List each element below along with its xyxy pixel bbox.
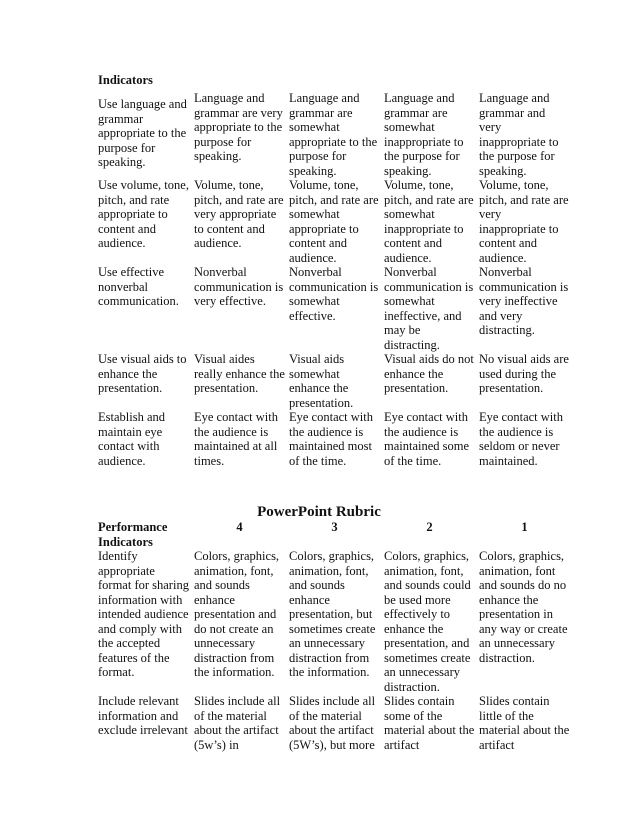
level-1-header: 1: [521, 520, 528, 534]
level-4-header: 4: [236, 520, 243, 534]
level-1-cell: Slides contain little of the material about the artifact: [479, 694, 570, 752]
level-4-cell: Volume, tone, pitch, and rate are very appropriate to content and audience.: [194, 178, 284, 250]
level-4-cell: Visual aides really enhance the presentation.: [194, 352, 285, 395]
table-row: [96, 694, 572, 752]
level-3-header: 3: [331, 520, 338, 534]
table-row: [96, 265, 572, 352]
indicator-cell: Establish and maintain eye contact with audience.: [98, 410, 166, 468]
indicator-cell: Use volume, tone, pitch, and rate appropriate to content and audience.: [98, 178, 189, 250]
level-1-cell: Language and grammar and very inappropriate to the purpose for speaking.: [479, 91, 559, 178]
level-2-cell: Volume, tone, pitch, and rate are somewhat inappropriate to content and audience.: [384, 178, 474, 265]
level-1-cell: Colors, graphics, animation, font and sounds do no enhance the presentation in any way or create an unnecessary distraction.: [479, 549, 568, 665]
level-2-cell: Visual aids do not enhance the presentation.: [384, 352, 474, 395]
level-1-cell: No visual aids are used during the presentation.: [479, 352, 569, 395]
indicator-cell: Use effective nonverbal communication.: [98, 265, 179, 308]
level-3-cell: Volume, tone, pitch, and rate are somewhat appropriate to content and audience.: [289, 178, 379, 265]
rubric-title: PowerPoint Rubric: [257, 504, 381, 520]
indicators-heading: Indicators: [98, 73, 153, 87]
powerpoint-rubric-table: [96, 520, 572, 752]
level-4-cell: Colors, graphics, animation, font, and sounds enhance presentation and do not create an unnecessary distraction from the information.: [194, 549, 280, 679]
level-2-cell: Slides contain some of the material about the artifact: [384, 694, 475, 752]
indicator-cell: Include relevant information and exclude irrelevant: [98, 694, 188, 737]
level-1-cell: Eye contact with the audience is seldom or never maintained.: [479, 410, 563, 468]
indicator-cell: Use visual aids to enhance the presentation.: [98, 352, 187, 395]
level-1-cell: Nonverbal communication is very ineffective and very distracting.: [479, 265, 569, 337]
indicator-cell: Use language and grammar appropriate to the purpose for speaking.: [98, 97, 187, 169]
table-row: [96, 178, 572, 265]
speaking-rubric-table: [96, 91, 572, 468]
level-4-cell: Slides include all of the material about the artifact (5w’s) in: [194, 694, 281, 752]
level-2-cell: Language and grammar are somewhat inappropriate to the purpose for speaking.: [384, 91, 464, 178]
table-row: [96, 91, 572, 178]
indicator-cell: Identify appropriate format for sharing information with intended audience and comply with the accepted features of the format.: [98, 549, 189, 679]
level-3-cell: Eye contact with the audience is maintained most of the time.: [289, 410, 373, 468]
level-3-cell: Visual aids somewhat enhance the presentation.: [289, 352, 354, 410]
table-row: [96, 549, 572, 694]
level-2-cell: Eye contact with the audience is maintained some of the time.: [384, 410, 470, 468]
table-header-row: [96, 520, 572, 549]
table-row: [96, 352, 572, 410]
level-3-cell: Language and grammar are somewhat appropriate to the purpose for speaking.: [289, 91, 378, 178]
level-2-cell: Colors, graphics, animation, font, and sounds could be used more effectively to enhance the presentation, and sometimes create an unnecessary distraction.: [384, 549, 471, 694]
level-3-cell: Nonverbal communication is somewhat effective.: [289, 265, 379, 323]
level-3-cell: Colors, graphics, animation, font, and sounds enhance presentation, but sometimes create an unnecessary distraction from the information.: [289, 549, 376, 679]
level-2-header: 2: [426, 520, 433, 534]
performance-indicators-header: Performance Indicators: [98, 520, 168, 549]
level-2-cell: Nonverbal communication is somewhat ineffective, and may be distracting.: [384, 265, 474, 352]
level-1-cell: Volume, tone, pitch, and rate are very inappropriate to content and audience.: [479, 178, 569, 265]
level-4-cell: Eye contact with the audience is maintained at all times.: [194, 410, 278, 468]
level-4-cell: Language and grammar are very appropriate to the purpose for speaking.: [194, 91, 283, 163]
level-4-cell: Nonverbal communication is very effective.: [194, 265, 284, 308]
table-row: [96, 410, 572, 468]
level-3-cell: Slides include all of the material about the artifact (5W’s), but more: [289, 694, 376, 752]
